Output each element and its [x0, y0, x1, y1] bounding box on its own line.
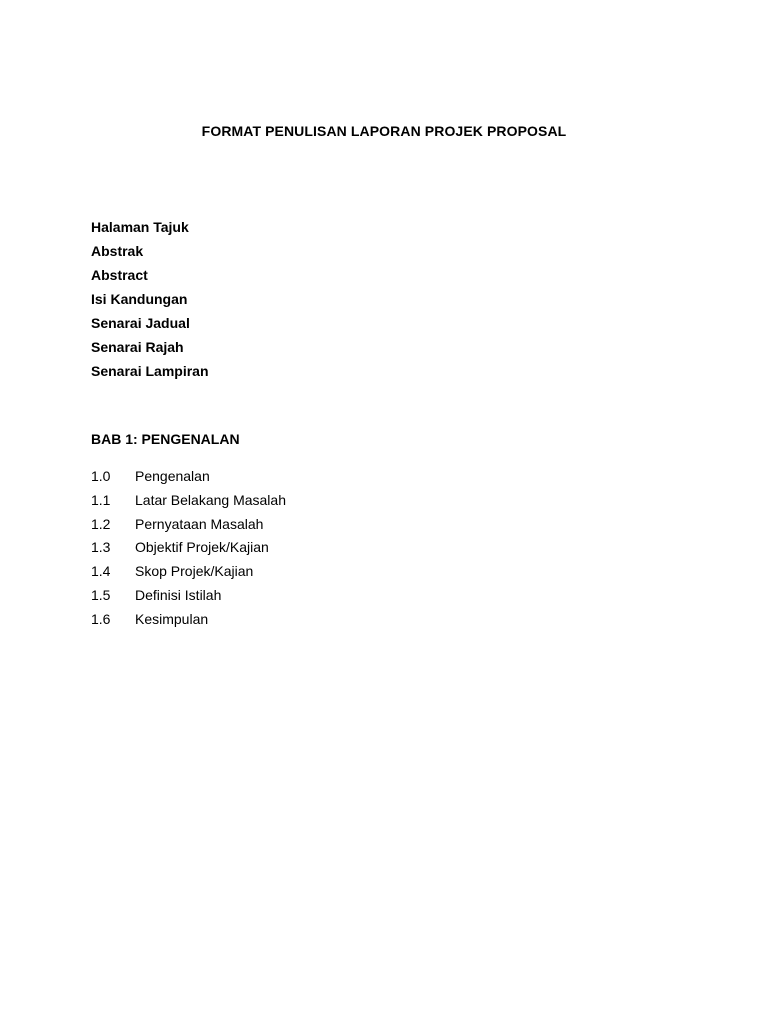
front-matter-item: Senarai Rajah	[91, 339, 184, 355]
chapter-heading: BAB 1: PENGENALAN	[91, 431, 240, 447]
section-list	[91, 464, 286, 631]
section-item	[91, 559, 286, 583]
section-item	[91, 583, 286, 607]
section-number: 1.0	[91, 468, 111, 484]
front-matter-list	[91, 215, 209, 383]
section-number: 1.4	[91, 563, 111, 580]
section-number: 1.3	[91, 539, 111, 556]
section-number: 1.5	[91, 586, 111, 603]
section-title: Pernyataan Masalah	[135, 515, 264, 532]
document-title: FORMAT PENULISAN LAPORAN PROJEK PROPOSAL	[201, 123, 567, 139]
section-number: 1.2	[91, 515, 111, 532]
front-matter-item: Abstrak	[91, 243, 144, 259]
section-item	[91, 464, 286, 488]
section-item	[91, 535, 286, 559]
front-matter-item: Senarai Lampiran	[91, 363, 209, 379]
section-title: Skop Projek/Kajian	[135, 563, 254, 580]
section-title: Definisi Istilah	[135, 586, 222, 603]
section-number: 1.1	[91, 491, 111, 508]
section-title: Objektif Projek/Kajian	[135, 539, 269, 556]
front-matter-item: Senarai Jadual	[91, 315, 190, 331]
front-matter-item: Isi Kandungan	[91, 291, 188, 307]
section-number: 1.6	[91, 610, 111, 627]
section-title: Latar Belakang Masalah	[135, 491, 286, 508]
section-item	[91, 488, 286, 512]
section-title: Pengenalan	[135, 468, 210, 484]
section-item	[91, 512, 286, 536]
section-item	[91, 607, 286, 631]
section-title: Kesimpulan	[135, 610, 209, 627]
front-matter-item: Abstract	[91, 267, 148, 283]
front-matter-item: Halaman Tajuk	[91, 219, 189, 235]
